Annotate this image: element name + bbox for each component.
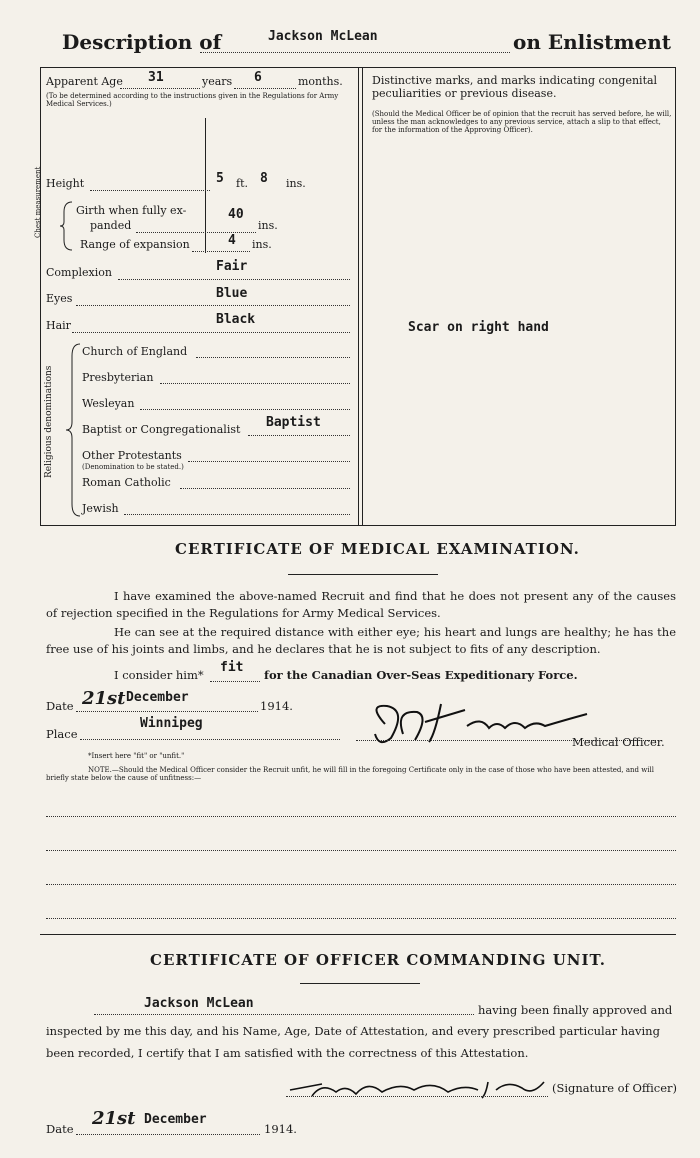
months-label: months. — [298, 75, 343, 88]
religion-church-of-england: Church of England — [82, 345, 188, 358]
eyes-line — [76, 305, 350, 306]
table-right-border — [675, 67, 676, 525]
commanding-heading: CERTIFICATE OF OFFICER COMMANDING UNIT. — [150, 951, 606, 969]
consider-prefix: I consider him* — [114, 668, 204, 682]
religion-line-3 — [140, 409, 350, 410]
place-label: Place — [46, 727, 78, 741]
apparent-age-label: Apparent Age — [46, 75, 123, 88]
commanding-date-label: Date — [46, 1122, 74, 1136]
religion-value: Baptist — [266, 415, 321, 430]
hair-line — [72, 332, 350, 333]
religion-line-1 — [196, 357, 350, 358]
eyes-label: Eyes — [46, 292, 73, 305]
commanding-text-3: been recorded, I certify that I am satisfied with the correctness of this Attestation. — [46, 1046, 529, 1060]
religion-label: Religious denominations — [44, 365, 54, 478]
fitness-value: fit — [220, 660, 244, 675]
ft-label: ft. — [236, 177, 248, 190]
hair-label: Hair — [46, 319, 71, 332]
religion-line-2 — [160, 383, 350, 384]
medical-heading-rule — [288, 574, 438, 575]
chest-brace — [58, 200, 78, 252]
range-line — [192, 251, 250, 252]
commanding-name-line — [94, 1014, 474, 1015]
commanding-date-year: 1914. — [264, 1122, 297, 1136]
girth-unit: ins. — [258, 219, 278, 232]
unfit-line-1 — [46, 816, 676, 817]
section-separator — [40, 934, 676, 935]
name-dotted-line — [200, 52, 510, 53]
ins-label: ins. — [286, 177, 306, 190]
complexion-value: Fair — [216, 259, 248, 274]
religion-line-5 — [188, 461, 350, 462]
table-bottom-border — [40, 525, 676, 526]
age-years-line — [120, 88, 200, 89]
commanding-officer-signature — [282, 1074, 552, 1104]
marks-note: (Should the Medical Officer be of opinion that the recruit has served before, he will, unless the man acknowledges to any previous service, attach a slip to that effect, for the information of the Approving Officer). — [372, 110, 672, 134]
religion-wesleyan: Wesleyan — [82, 397, 135, 410]
commanding-heading-rule — [300, 983, 420, 984]
unfit-note: NOTE.—Should the Medical Officer consider the Recruit unfit, he will fill in the foregoing Certificate only in the case of those who have been attested, and will briefly state below the cause of unfitness:— — [46, 766, 654, 782]
table-divider-2 — [362, 67, 363, 525]
fitness-line — [210, 681, 260, 682]
religion-line-7 — [124, 514, 350, 515]
religion-roman-catholic: Roman Catholic — [82, 476, 171, 489]
commanding-name: Jackson McLean — [144, 996, 254, 1011]
medical-officer-label: Medical Officer. — [572, 735, 665, 749]
chest-label: Chest measurement — [34, 166, 42, 238]
unfit-line-2 — [46, 850, 676, 851]
years-label: years — [202, 75, 233, 88]
range-value: 4 — [228, 233, 236, 248]
medical-date-year: 1914. — [260, 699, 293, 713]
consider-suffix: for the Canadian Over-Seas Expeditionary Force. — [264, 668, 578, 682]
height-label: Height — [46, 177, 85, 190]
unfit-line-3 — [46, 884, 676, 885]
age-years-value: 31 — [148, 70, 164, 85]
height-ft-value: 5 — [216, 171, 224, 186]
commanding-signature-label: (Signature of Officer) — [552, 1081, 677, 1095]
girth-label-1: Girth when fully ex- — [76, 204, 187, 217]
marks-heading: Distinctive marks, and marks indicating congenital peculiarities or previous disease. — [372, 74, 658, 100]
girth-label-2: panded — [90, 219, 132, 232]
hair-value: Black — [216, 312, 256, 327]
place-value: Winnipeg — [140, 716, 203, 731]
medical-date-month: December — [126, 690, 189, 705]
religion-brace — [64, 342, 84, 518]
complexion-label: Complexion — [46, 266, 112, 279]
age-note: (To be determined according to the instructions given in the Regulations for Army Medical Services.) — [46, 92, 339, 108]
commanding-date-line — [76, 1134, 260, 1135]
religion-jewish: Jewish — [82, 502, 119, 515]
girth-value: 40 — [228, 207, 244, 222]
marks-value: Scar on right hand — [408, 320, 549, 335]
commanding-text-1: having been finally approved and — [478, 1003, 673, 1017]
religion-other-protestants: Other Protestants — [82, 449, 182, 462]
unfit-line-4 — [46, 918, 676, 919]
range-label: Range of expansion — [80, 238, 190, 251]
medical-para-2: He can see at the required distance with either eye; his heart and lungs are healthy; he has the free use of his joints and limbs, and he declares that he is not subject to fits of any description. — [46, 625, 676, 656]
table-divider-1 — [358, 67, 359, 525]
medical-heading: CERTIFICATE OF MEDICAL EXAMINATION. — [175, 540, 580, 558]
height-in-value: 8 — [260, 171, 268, 186]
denomination-note: (Denomination to be stated.) — [82, 463, 184, 471]
age-months-line — [234, 88, 296, 89]
girth-line — [136, 232, 256, 233]
table-left-border — [40, 67, 41, 525]
title-suffix: on Enlistment — [513, 30, 671, 54]
eyes-value: Blue — [216, 286, 248, 301]
commanding-text-2: inspected by me this day, and his Name, Age, Date of Attestation, and every prescribed particular having — [46, 1024, 660, 1038]
commanding-signature-line — [286, 1096, 548, 1097]
medical-date-label: Date — [46, 699, 74, 713]
religion-presbyterian: Presbyterian — [82, 371, 154, 384]
medical-date-line — [76, 711, 258, 712]
commanding-date-month: December — [144, 1112, 207, 1127]
religion-baptist: Baptist or Congregationalist — [82, 423, 241, 436]
complexion-line — [118, 279, 350, 280]
height-line — [90, 190, 210, 191]
title-prefix: Description of — [62, 30, 222, 54]
religion-line-4 — [248, 435, 350, 436]
range-unit: ins. — [252, 238, 272, 251]
age-months-value: 6 — [254, 70, 262, 85]
medical-date-day: 21st — [82, 688, 126, 709]
religion-line-6 — [180, 488, 350, 489]
medical-para-1: I have examined the above-named Recruit and find that he does not present any of the causes of rejection specified in the Regulations for Army Medical Services. — [46, 589, 676, 620]
commanding-date-day: 21st — [92, 1108, 136, 1129]
recruit-name: Jackson McLean — [268, 29, 378, 44]
place-line — [80, 739, 340, 740]
insert-note: *Insert here "fit" or "unfit." — [88, 752, 185, 760]
